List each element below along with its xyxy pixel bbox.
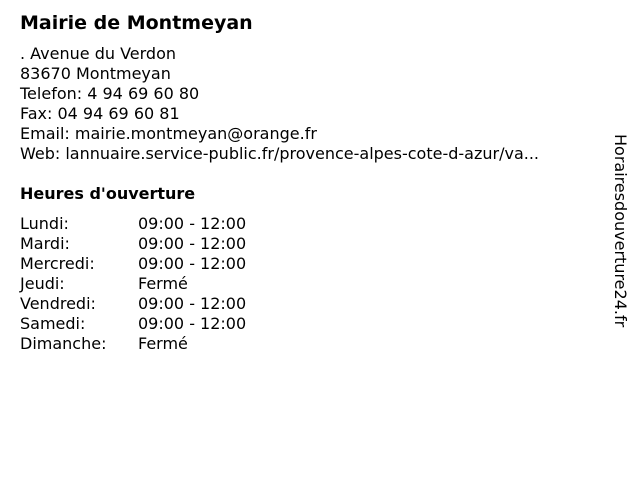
day-label: Vendredi: (20, 294, 96, 313)
day-label: Mercredi: (20, 254, 95, 273)
day-hours: Fermé (138, 274, 188, 293)
contact-block (20, 44, 539, 164)
email-address: Email: mairie.montmeyan@orange.fr (20, 124, 317, 143)
phone-number: Telefon: 4 94 69 60 80 (20, 84, 200, 103)
site-brand-watermark: Horairesdouverture24.fr (611, 134, 630, 328)
day-hours: 09:00 - 12:00 (138, 314, 247, 333)
day-label: Jeudi: (20, 274, 65, 293)
street-address: . Avenue du Verdon (20, 44, 177, 63)
fax-number: Fax: 04 94 69 60 81 (20, 104, 180, 123)
day-label: Dimanche: (20, 334, 107, 353)
opening-hours-heading: Heures d'ouverture (20, 184, 196, 203)
day-label: Lundi: (20, 214, 69, 233)
day-hours: 09:00 - 12:00 (138, 294, 247, 313)
day-hours: Fermé (138, 334, 188, 353)
day-label: Mardi: (20, 234, 70, 253)
day-hours: 09:00 - 12:00 (138, 254, 247, 273)
page-title: Mairie de Montmeyan (20, 12, 253, 34)
city-address: 83670 Montmeyan (20, 64, 171, 83)
day-label: Samedi: (20, 314, 86, 333)
website-url: Web: lannuaire.service-public.fr/provence-alpes-cote-d-azur/va... (20, 144, 539, 163)
day-hours: 09:00 - 12:00 (138, 214, 247, 233)
day-hours: 09:00 - 12:00 (138, 234, 247, 253)
